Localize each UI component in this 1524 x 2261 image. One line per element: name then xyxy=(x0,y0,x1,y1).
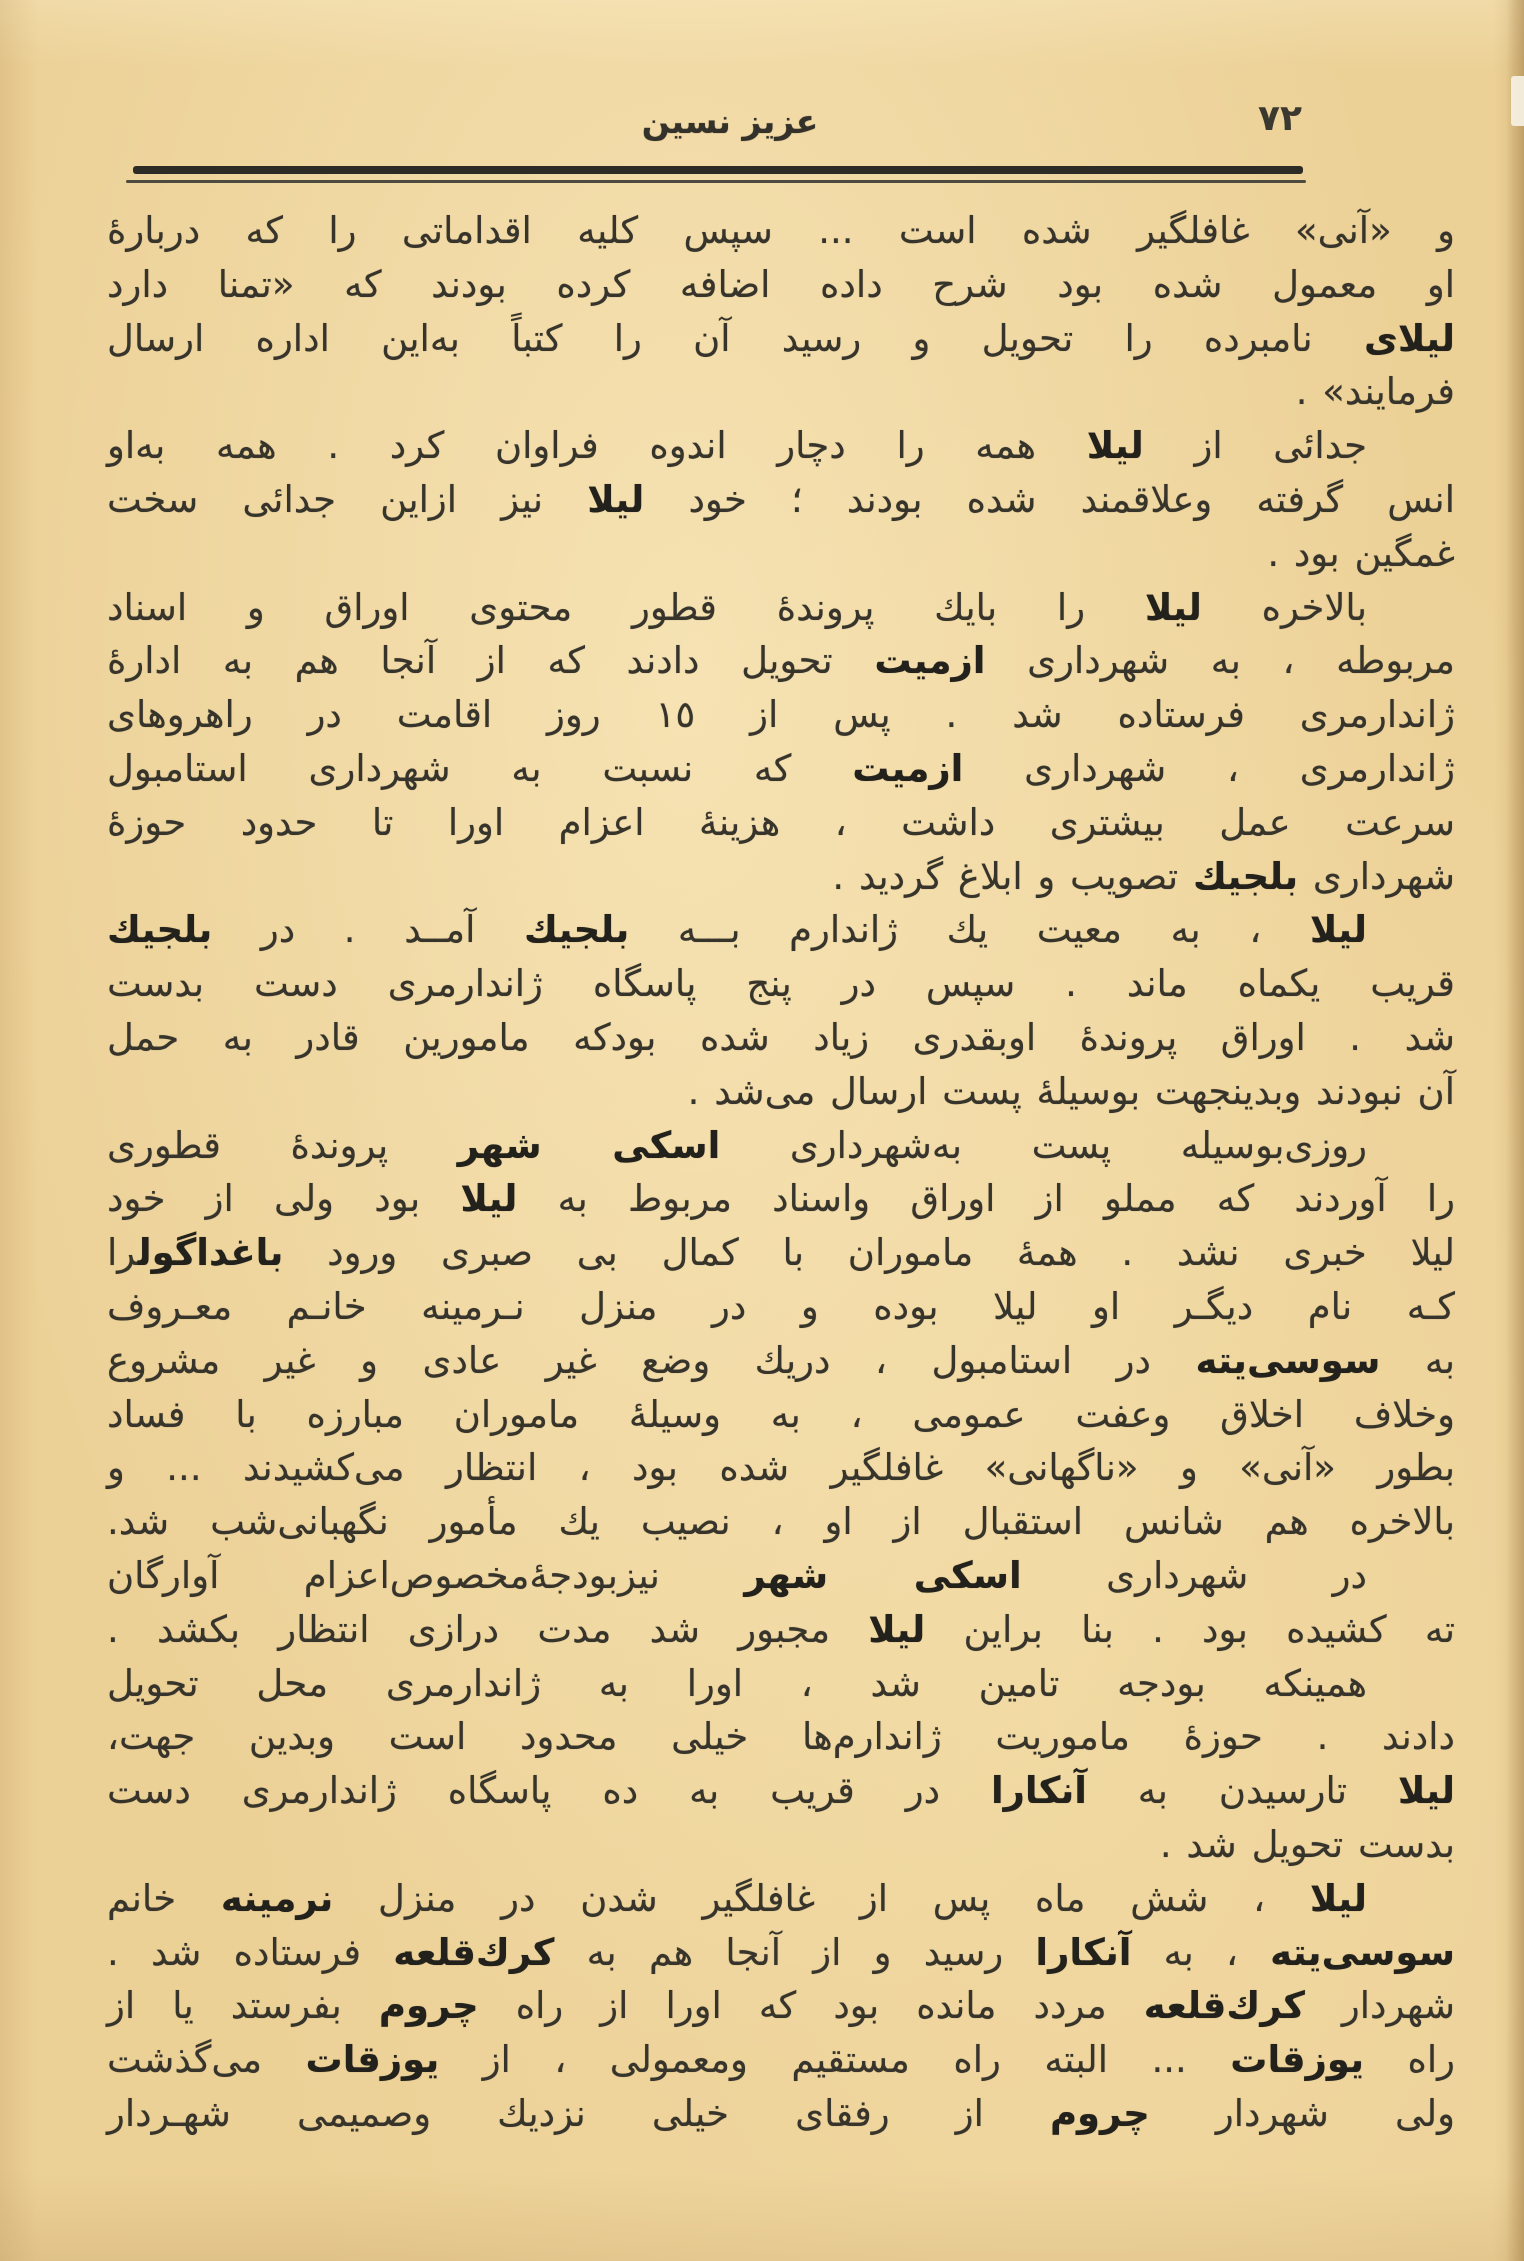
text-segment: غمگین بود . xyxy=(1267,531,1455,575)
text-line xyxy=(107,1710,1455,1764)
text-segment: کـه نام دیگـر او لیلا بوده و در منزل نـرمینه خانـم معـروف xyxy=(107,1284,1455,1328)
emphasized-text: یوزقات xyxy=(305,2038,440,2082)
emphasized-text: یوزقات xyxy=(1230,2038,1364,2082)
text-segment: همینکه بودجه تامین شد ، اورا به ژاندارمری محل تحویل xyxy=(107,1661,1367,1705)
page-number: ٧٢ xyxy=(1258,98,1302,139)
text-line xyxy=(107,258,1455,312)
emphasized-text: اسکی شهر xyxy=(457,1123,721,1167)
text-segment: مجبور شد مدت درازی انتظار بکشد . xyxy=(107,1607,869,1651)
text-segment: مربوطه ، به شهرداری xyxy=(985,639,1455,683)
emphasized-text: بلجیك xyxy=(524,908,630,952)
text-segment: ته کشیده بود . بنا براین xyxy=(925,1607,1455,1651)
text-line xyxy=(107,796,1455,850)
text-line xyxy=(107,1872,1455,1926)
text-line xyxy=(107,581,1455,635)
emphasized-text: چروم xyxy=(1049,2091,1150,2135)
text-segment: بالاخره هم شانس استقبال از او ، نصیب یك مأمور نگهبانی‌شب شد. xyxy=(107,1500,1455,1544)
emphasized-text: بلجیك xyxy=(107,908,213,952)
text-line xyxy=(107,419,1455,473)
page-corner-sliver xyxy=(1511,76,1524,126)
text-segment: و «آنی» غافلگیر شده است ... سپس کلیه اقداماتی را که دربارهٔ xyxy=(107,209,1455,252)
text-segment: پروندهٔ قطوری xyxy=(107,1123,458,1167)
text-segment: بفرستد یا از xyxy=(107,1984,379,2028)
text-line xyxy=(107,688,1455,742)
emphasized-text: سوسی‌یته xyxy=(1195,1338,1381,1382)
text-segment: رسید و از آنجا هم به xyxy=(554,1930,1036,1974)
header-rule-thin xyxy=(126,180,1306,183)
text-line xyxy=(107,1388,1455,1442)
emphasized-text: باغداگول xyxy=(137,1231,284,1275)
text-line xyxy=(107,1011,1455,1065)
text-line xyxy=(107,1441,1455,1495)
emphasized-text: نرمینه xyxy=(220,1876,334,1920)
text-segment: ژاندارمری ، شهرداری xyxy=(963,746,1455,790)
text-segment: در استامبول ، دریك وضع غیر عادی و غیر مشروع xyxy=(107,1338,1196,1382)
text-segment: از رفقای خیلی نزدیك وصمیمی شهـردار xyxy=(107,2091,1050,2135)
text-line xyxy=(107,957,1455,1011)
text-line xyxy=(107,1603,1455,1657)
emphasized-text: لیلا xyxy=(1309,1876,1367,1920)
text-segment: نامبرده را تحویل و رسید آن را کتباً به‌این اداره ارسال xyxy=(107,316,1364,360)
emphasized-text: لیلا xyxy=(1309,908,1367,952)
emphasized-text: لیلا xyxy=(868,1607,926,1651)
emphasized-text: لیلا xyxy=(1086,424,1144,468)
text-line xyxy=(107,742,1455,796)
text-segment: می‌گذشت xyxy=(107,2038,306,2082)
text-line xyxy=(107,850,1455,904)
body-text xyxy=(107,204,1455,2141)
emphasized-text: لیلا xyxy=(587,477,645,521)
text-segment: مردد مانده بود که اورا از راه xyxy=(478,1984,1144,2028)
text-line xyxy=(107,1280,1455,1334)
emphasized-text: اسکی شهر xyxy=(744,1553,1022,1597)
text-segment: شد . اوراق پروندهٔ اوبقدری زیاد شده بودکه مامورین قادر به حمل xyxy=(107,1015,1455,1059)
emphasized-text: ازمیت xyxy=(852,746,964,790)
text-segment: سرعت عمل بیشتری داشت ، هزینهٔ اعزام اورا تا حدود حوزهٔ xyxy=(107,800,1455,844)
text-line xyxy=(107,204,1455,258)
text-segment: ، به xyxy=(1131,1930,1271,1974)
text-line xyxy=(107,634,1455,688)
text-segment: انس گرفته وعلاقمند شده بودند ؛ خود xyxy=(644,477,1456,521)
text-segment: را آوردند که مملو از اوراق واسناد مربوط به xyxy=(517,1177,1455,1221)
text-segment: در شهرداری xyxy=(1021,1553,1367,1597)
text-line xyxy=(107,1226,1455,1280)
text-segment: آمــد . در xyxy=(212,908,525,952)
emphasized-text: لیلای xyxy=(1363,316,1455,360)
text-segment: جدائی از xyxy=(1143,424,1367,468)
text-segment: تحویل دادند که از آنجا هم به ادارهٔ xyxy=(107,639,875,683)
emphasized-text: سوسی‌یته xyxy=(1270,1930,1455,1974)
emphasized-text: آنکارا xyxy=(1035,1930,1132,1974)
text-line xyxy=(107,1657,1455,1711)
text-segment: تصویب و ابلاغ گردید . xyxy=(832,854,1193,898)
text-line xyxy=(107,365,1455,419)
text-segment: ولی شهردار xyxy=(1149,2091,1455,2135)
emphasized-text: لیلا xyxy=(1397,1769,1455,1813)
text-segment: ژاندارمری فرستاده شد . پس از ١٥ روز اقامت در راهروهای xyxy=(107,693,1455,737)
text-segment: که نسبت به شهرداری استامبول xyxy=(107,746,853,790)
text-line xyxy=(107,1549,1455,1603)
text-segment: نیزبودجهٔ‌مخصوص‌اعزام آوارگان xyxy=(107,1553,745,1597)
text-line xyxy=(107,1172,1455,1226)
text-line xyxy=(107,527,1455,581)
emphasized-text: کرك‌قلعه xyxy=(1143,1984,1305,2028)
emphasized-text: چروم xyxy=(378,1984,479,2028)
text-segment: بالاخره xyxy=(1201,585,1367,629)
text-segment: دادند . حوزهٔ ماموریت ژاندارم‌ها خیلی محدود است وبدین جهت، xyxy=(107,1715,1455,1759)
emphasized-text: لیلا xyxy=(460,1177,518,1221)
text-line xyxy=(107,1495,1455,1549)
text-segment: بطور «آنی» و «ناگهانی» غافلگیر شده بود ، انتظار می‌کشیدند ... و xyxy=(107,1446,1455,1490)
header-rule-thick xyxy=(133,166,1303,174)
text-segment: تارسیدن به xyxy=(1086,1769,1398,1813)
text-line xyxy=(107,1334,1455,1388)
text-segment: شهردار xyxy=(1304,1984,1455,2028)
text-segment: فرستاده شد . xyxy=(107,1930,394,1974)
text-segment: راه xyxy=(1364,2038,1456,2082)
text-segment: آن نبودند وبدینجهت بوسیلهٔ پست ارسال می‌شد . xyxy=(687,1069,1455,1113)
text-line xyxy=(107,1926,1455,1980)
text-segment: نیز ازاین جدائی سخت xyxy=(107,477,588,521)
text-line xyxy=(107,1818,1455,1872)
text-segment: به xyxy=(1380,1338,1455,1382)
text-segment: قریب یکماه ماند . سپس در پنج پاسگاه ژاندارمری دست بدست xyxy=(107,962,1455,1006)
text-segment: ، شش ماه پس از غافلگیر شدن در منزل xyxy=(333,1876,1310,1920)
emphasized-text: آنکارا xyxy=(990,1769,1087,1813)
text-line xyxy=(107,2087,1455,2141)
text-segment: ، به معیت یك ژاندارم بـــه xyxy=(629,908,1310,952)
text-line xyxy=(107,903,1455,957)
text-segment: روزی‌بوسیله پست به‌شهرداری xyxy=(720,1123,1367,1167)
text-segment: او معمول شده بود شرح داده اضافه کرده بودند که «تمنا دارد xyxy=(107,262,1455,306)
page-edge-shadow xyxy=(1506,0,1524,2261)
text-segment: را بایك پروندهٔ قطور محتوی اوراق و اسناد xyxy=(107,585,1145,629)
text-line xyxy=(107,1119,1455,1173)
text-line xyxy=(107,1065,1455,1119)
text-line xyxy=(107,473,1455,527)
emphasized-text: بلجیك xyxy=(1192,854,1299,898)
text-segment: خانم xyxy=(107,1876,221,1920)
emphasized-text: لیلا xyxy=(1144,585,1202,629)
text-line xyxy=(107,1764,1455,1818)
text-segment: در قریب به ده پاسگاه ژاندارمری دست xyxy=(107,1769,991,1813)
text-segment: لیلا خبری نشد . همهٔ ماموران با کمال بی صبری ورود xyxy=(283,1231,1455,1275)
text-segment: ... البته راه مستقیم ومعمولی ، از xyxy=(439,2038,1231,2082)
text-segment: فرمایند» . xyxy=(1295,370,1455,414)
text-line xyxy=(107,312,1455,366)
text-segment: شهرداری xyxy=(1298,854,1455,898)
page-header-title: عزیز نسین xyxy=(641,102,819,141)
text-segment: را xyxy=(107,1231,138,1275)
text-segment: همه را دچار اندوه فراوان کرد . همه به‌او xyxy=(107,424,1087,468)
text-segment: وخلاف اخلاق وعفت عمومی ، به وسیلهٔ ماموران مبارزه با فساد xyxy=(107,1392,1455,1436)
text-line xyxy=(107,2033,1455,2087)
text-segment: بود ولی از خود xyxy=(107,1177,461,1221)
emphasized-text: ازمیت xyxy=(874,639,986,683)
text-segment: بدست تحویل شد . xyxy=(1159,1822,1455,1866)
text-line xyxy=(107,1979,1455,2033)
emphasized-text: کرك‌قلعه xyxy=(393,1930,555,1974)
